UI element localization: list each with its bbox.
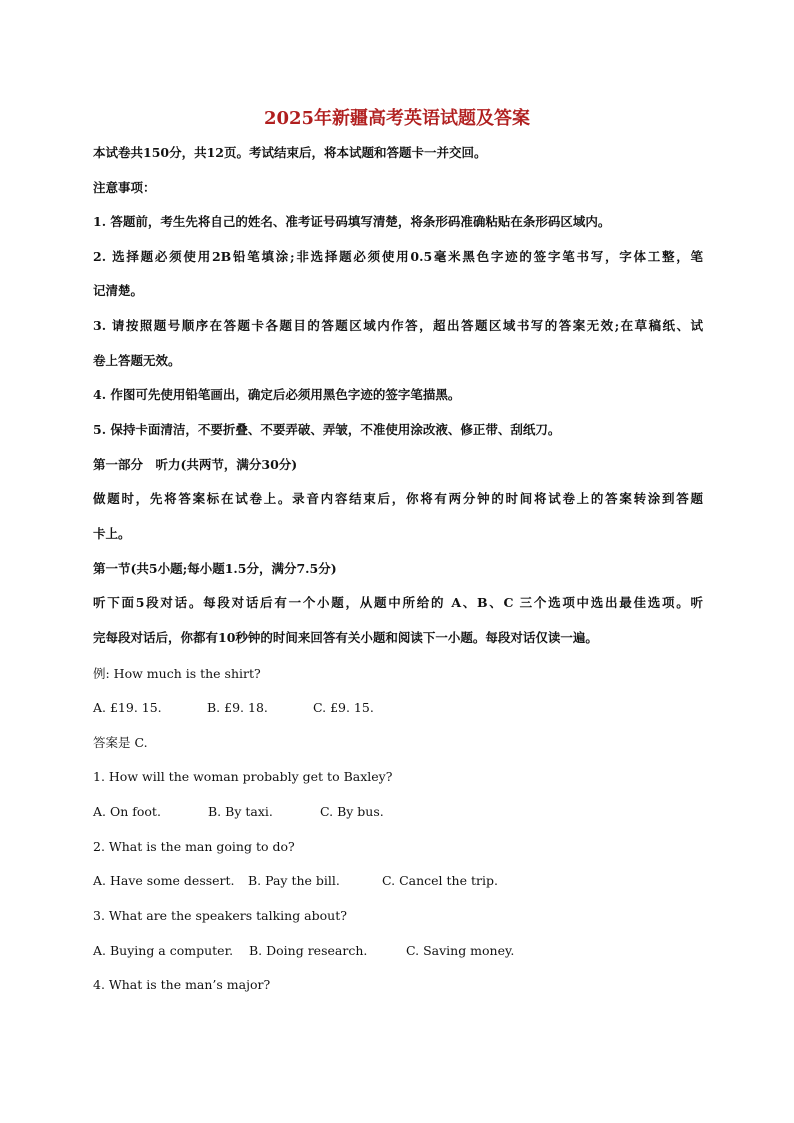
section-1-instruction-line-2: 完每段对话后，你都有10秒钟的时间来回答有关小题和阅读下一小题。每段对话仅读一遍。 (93, 630, 598, 645)
question-1-options (93, 804, 703, 820)
part-1-instruction-line-1: 做题时，先将答案标在试卷上。录音内容结束后，你将有两分钟的时间将试卷上的答案转涂到答题 (93, 491, 703, 506)
section-1-heading: 第一节(共5小题;每小题1.5分，满分7.5分) (93, 561, 337, 576)
question-3-options (93, 943, 703, 959)
question-2-options (93, 873, 703, 889)
option-c: C. £9. 15. (313, 700, 374, 715)
option-a: A. Buying a computer. (93, 943, 234, 958)
rule-2-line-1: 2. 选择题必须使用2B铅笔填涂;非选择题必须使用0.5毫米黑色字迹的签字笔书写，字体工整，笔 (93, 249, 703, 264)
option-b: B. By taxi. (208, 804, 273, 819)
part-1-instruction-line-2: 卡上。 (93, 526, 131, 541)
example-question: 例: How much is the shirt? (93, 666, 261, 681)
rule-2-line-2: 记清楚。 (93, 283, 144, 298)
part-1-heading: 第一部分 听力(共两节，满分30分) (93, 457, 298, 472)
rule-5: 5. 保持卡面清洁，不要折叠、不要弄破、弄皱，不准使用涂改液、修正带、刮纸刀。 (93, 422, 561, 437)
option-b: B. Pay the bill. (248, 873, 340, 888)
notice-heading: 注意事项： (93, 180, 156, 195)
option-a: A. On foot. (93, 804, 161, 819)
rule-3-line-1: 3. 请按照题号顺序在答题卡各题目的答题区域内作答，超出答题区域书写的答案无效;在草稿纸、试 (93, 318, 703, 333)
example-answer: 答案是 C. (93, 735, 148, 750)
option-c: C. By bus. (320, 804, 384, 819)
option-a: A. Have some dessert. (93, 873, 235, 888)
rule-3-line-2: 卷上答题无效。 (93, 353, 181, 368)
question-1: 1. How will the woman probably get to Baxley? (93, 769, 393, 784)
option-b: B. £9. 18. (207, 700, 268, 715)
question-2: 2. What is the man going to do? (93, 839, 295, 854)
question-4: 4. What is the man’s major? (93, 977, 271, 992)
option-a: A. £19. 15. (93, 700, 162, 715)
question-3: 3. What are the speakers talking about? (93, 908, 347, 923)
exam-intro: 本试卷共150分，共12页。考试结束后，将本试题和答题卡一并交回。 (93, 145, 487, 160)
section-1-instruction-line-1: 听下面5段对话。每段对话后有一个小题，从题中所给的 A、B、C 三个选项中选出最佳选项。听 (93, 595, 703, 610)
document-title: 2025年新疆高考英语试题及答案 (263, 108, 531, 129)
option-c: C. Saving money. (406, 943, 515, 958)
option-c: C. Cancel the trip. (382, 873, 498, 888)
example-options (93, 700, 703, 716)
option-b: B. Doing research. (249, 943, 368, 958)
rule-1: 1. 答题前，考生先将自己的姓名、准考证号码填写清楚，将条形码准确粘贴在条形码区域内。 (93, 214, 611, 229)
rule-4: 4. 作图可先使用铅笔画出，确定后必须用黑色字迹的签字笔描黑。 (93, 387, 461, 402)
